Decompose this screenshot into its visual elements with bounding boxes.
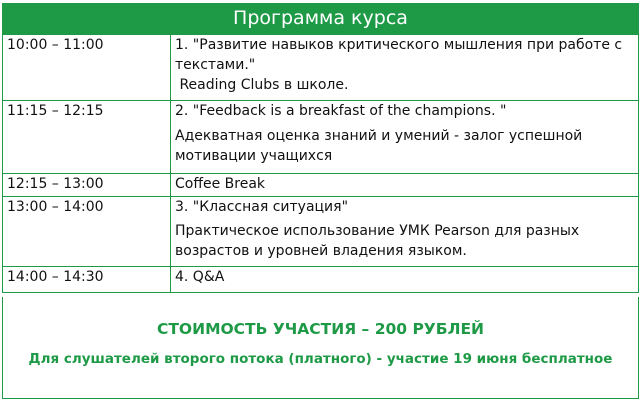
table-row [3,197,639,267]
session-title: 4. Q&A [175,269,225,285]
session-description-cont: возрастов и уровней владения языком. [175,243,467,259]
price-heading: СТОИМОСТЬ УЧАСТИЯ – 200 РУБЛЕЙ [156,320,485,338]
session-cell [171,197,639,267]
session-title: Coffee Break [175,176,266,192]
session-description-cont: мотивации учащихся [175,148,333,164]
session-title: 1. "Развитие навыков критического мышления при работе с [175,37,623,53]
time-cell: 11:15 – 12:15 [3,101,171,174]
table-row [3,35,639,101]
session-cell [171,267,639,293]
session-description: Адекватная оценка знаний и умений - залог успешной [175,128,583,144]
session-title: 3. "Классная ситуация" [175,199,349,215]
table-row [3,101,639,174]
time-cell: 10:00 – 11:00 [3,35,171,101]
session-title: 2. "Feedback is a breakfast of the champions. " [175,103,507,119]
pricing-section [2,297,639,399]
table-row [3,267,639,293]
free-participation-note: Для слушателей второго потока (платного) - участие 19 июня бесплатное [28,351,613,367]
session-cell [171,35,639,101]
session-cell [171,101,639,174]
session-title-cont: текстами." [175,57,256,73]
session-description: Reading Clubs в школе. [175,77,349,93]
session-description: Практическое использование УМК Pearson для разных [175,223,580,239]
program-title: Программа курса [2,3,639,34]
time-cell: 14:00 – 14:30 [3,267,171,293]
time-cell: 12:15 – 13:00 [3,174,171,197]
schedule-table [2,34,639,293]
time-cell: 13:00 – 14:00 [3,197,171,267]
session-cell [171,174,639,197]
table-row [3,174,639,197]
